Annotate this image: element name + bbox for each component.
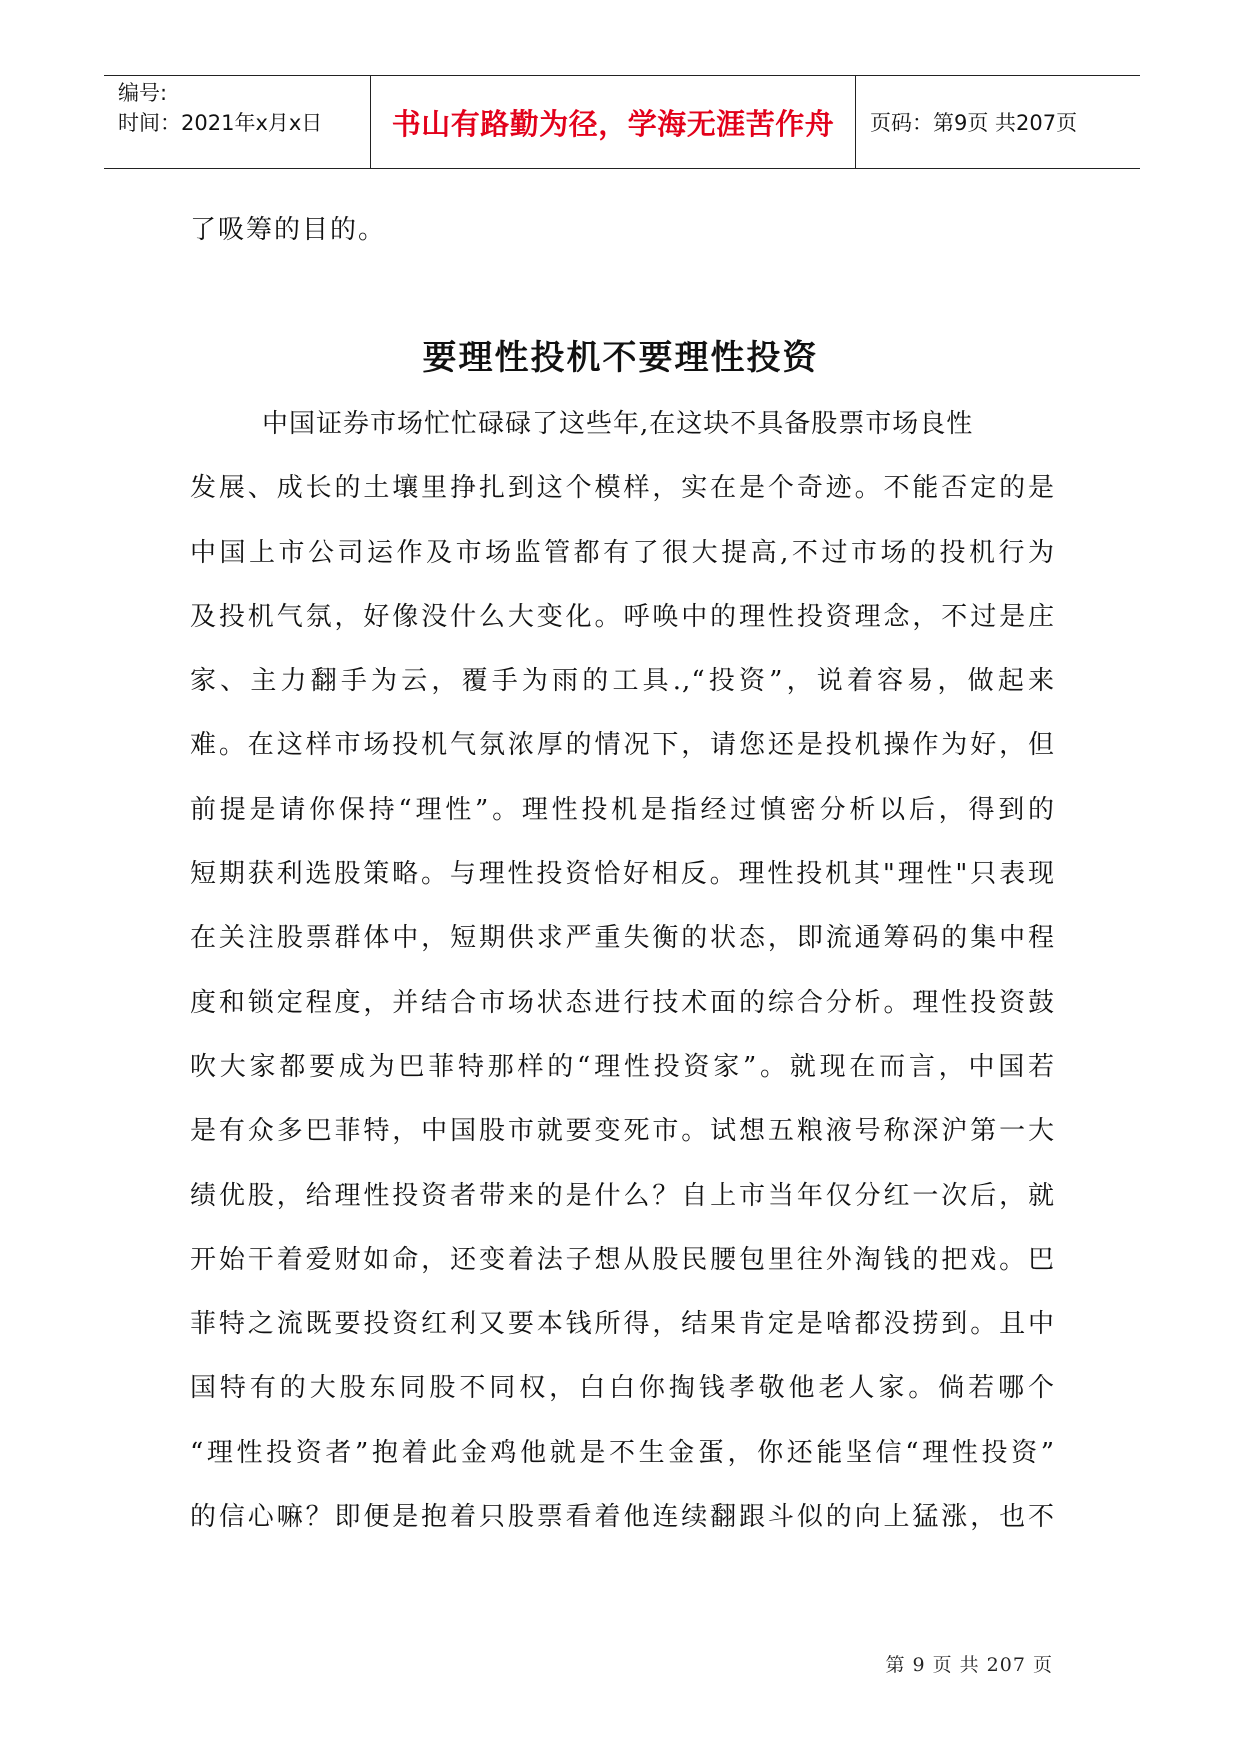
header-page-info: 页码：第9页 共207页 — [870, 111, 1078, 135]
article-body-line: 开始干着爱财如命，还变着法子想从股民腰包里往外淘钱的把戏。巴 — [190, 1244, 1055, 1275]
article-body-line: 国特有的大股东同股不同权，白白你掏钱孝敬他老人家。倘若哪个 — [190, 1373, 1055, 1404]
article-body-line: 短期获利选股策略。与理性投资恰好相反。理性投机其"理性"只表现 — [190, 859, 1055, 890]
article-body-line: 中国上市公司运作及市场监管都有了很大提高,不过市场的投机行为 — [190, 537, 1055, 568]
document-time-label: 时间：2021年x月x日 — [118, 111, 323, 135]
article-body-line: 难。在这样市场投机气氛浓厚的情况下，请您还是投机操作为好，但 — [190, 730, 1055, 761]
article-body-line: 度和锁定程度，并结合市场状态进行技术面的综合分析。理性投资鼓 — [190, 987, 1055, 1018]
article-body-line: 家、主力翻手为云，覆手为雨的工具.,“投资”，说着容易，做起来 — [190, 666, 1055, 697]
document-number-label: 编号: — [118, 81, 168, 105]
article-body-line: 是有众多巴菲特，中国股市就要变死市。试想五粮液号称深沪第一大 — [190, 1116, 1055, 1147]
header-meta — [118, 78, 322, 138]
article-body-line: 发展、成长的土壤里挣扎到这个模样，实在是个奇迹。不能否定的是 — [190, 473, 1055, 504]
article-title: 要理性投机不要理性投资 — [422, 338, 819, 378]
article-body-line: 的信心嘛？即便是抱着只股票看着他连续翻跟斗似的向上猛涨，也不 — [190, 1502, 1055, 1533]
page-footer-number: 第 9 页 共 207 页 — [885, 1654, 1053, 1676]
continued-paragraph-line: 了吸筹的目的。 — [190, 215, 387, 245]
article-body-line: 在关注股票群体中，短期供求严重失衡的状态，即流通筹码的集中程 — [190, 923, 1055, 954]
article-body-line: 中国证券市场忙忙碌碌了这些年,在这块不具备股票市场良性 — [262, 409, 974, 439]
article-body-line: “理性投资者”抱着此金鸡他就是不生金蛋，你还能坚信“理性投资” — [190, 1437, 1055, 1468]
article-body-line: 绩优股，给理性投资者带来的是什么？自上市当年仅分红一次后，就 — [190, 1180, 1055, 1211]
article-body-line: 菲特之流既要投资红利又要本钱所得，结果肯定是啥都没捞到。且中 — [190, 1309, 1055, 1340]
page-header — [104, 75, 1140, 169]
article-body-line: 吹大家都要成为巴菲特那样的“理性投资家”。就现在而言，中国若 — [190, 1051, 1055, 1082]
article-body-line: 及投机气氛，好像没什么大变化。呼唤中的理性投资理念，不过是庄 — [190, 601, 1055, 632]
header-divider-right — [855, 76, 856, 168]
article-body — [190, 392, 1055, 1549]
article-body-line: 前提是请你保持“理性”。理性投机是指经过慎密分析以后，得到的 — [190, 794, 1055, 825]
header-motto: 书山有路勤为径，学海无涯苦作舟 — [391, 106, 835, 141]
